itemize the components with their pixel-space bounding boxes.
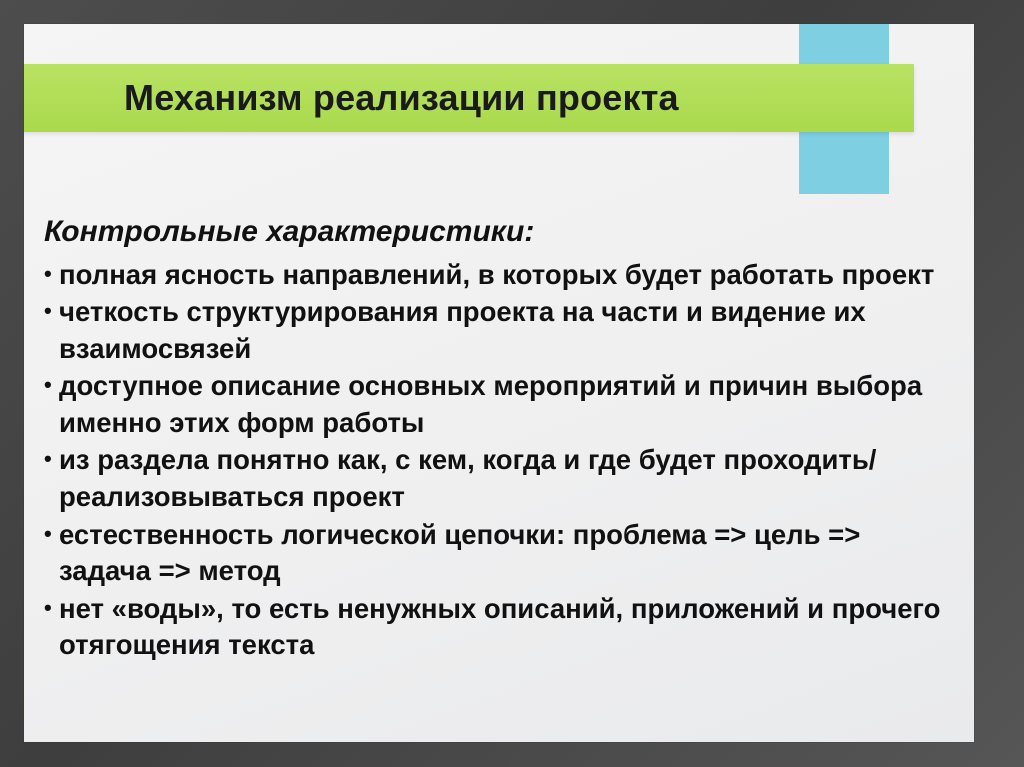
list-item: • доступное описание основных мероприятий и причин выбора именно этих форм работы	[44, 368, 959, 441]
list-item: • естественность логической цепочки: проблема => цель => задача => метод	[44, 517, 959, 590]
list-item: • полная ясность направлений, в которых будет работать проект	[44, 257, 959, 294]
body-heading: Контрольные характеристики:	[44, 215, 535, 248]
list-item: • четкость структурирования проекта на части и видение их взаимосвязей	[44, 294, 959, 367]
bullet-list	[44, 257, 959, 664]
list-item: • из раздела понятно как, с кем, когда и где будет проходить/реализовываться проект	[44, 442, 959, 515]
page-title: Механизм реализации проекта	[124, 77, 679, 118]
slide-canvas	[24, 24, 974, 742]
title-band	[24, 64, 914, 132]
slide-body	[44, 214, 959, 665]
list-item: • нет «воды», то есть ненужных описаний, приложений и прочего отягощения текста	[44, 591, 959, 664]
